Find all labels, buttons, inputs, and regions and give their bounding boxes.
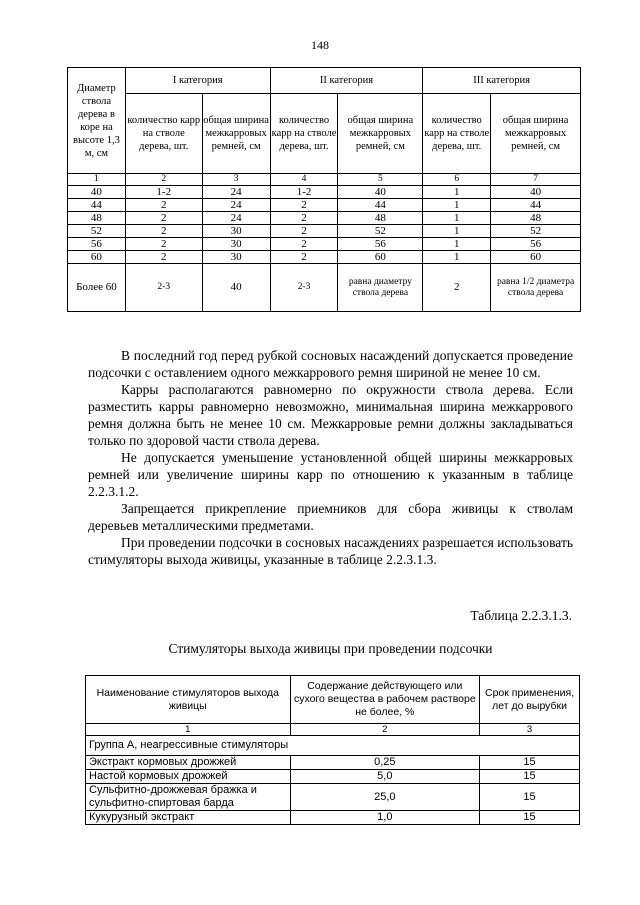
table-row (68, 186, 581, 199)
column-number: 5 (338, 174, 423, 186)
column-number: 2 (290, 724, 480, 736)
table-cell: 25,0 (290, 784, 480, 811)
category-3-header: III категория (423, 68, 581, 94)
table-row (86, 811, 580, 825)
table-header: Наименование стимуляторов выхода живицы (86, 676, 291, 724)
column-number: 2 (125, 174, 202, 186)
table-cell: 24 (202, 186, 270, 199)
table-cell: 56 (68, 238, 126, 251)
paragraph: Не допускается уменьшение установленной общей ширины межкарровых ремней или увеличение ширины карр по отношению к указанным в таблице 2.2.3.1.2. (88, 450, 573, 499)
table-cell: 30 (202, 251, 270, 264)
table-cell: 15 (480, 756, 580, 770)
table-cell: 1,0 (290, 811, 480, 825)
table-row (86, 770, 580, 784)
table-cell: 44 (68, 199, 126, 212)
table-cell: 1 (423, 199, 491, 212)
table-cell: 2 (270, 199, 338, 212)
table-label: Таблица 2.2.3.1.3. (470, 608, 572, 623)
table-cell: 2 (125, 212, 202, 225)
table-cell: 60 (68, 251, 126, 264)
sub-header: количество карр на стволе дерева, шт. (423, 94, 491, 174)
table-cell: 48 (491, 212, 581, 225)
page-number: 148 (311, 38, 329, 52)
table-cell: 15 (480, 770, 580, 784)
table-cell: 24 (202, 212, 270, 225)
group-label: Группа А, неагрессивные стимуляторы (86, 736, 580, 756)
column-number-row (68, 174, 581, 186)
paragraph: В последний год перед рубкой сосновых насаждений допускается проведение подсочки с оставлением одного межкаррового ремня шириной не менее 10 см. (88, 348, 573, 380)
table-cell: 30 (202, 225, 270, 238)
table-cell: 52 (338, 225, 423, 238)
resin-tapping-table (67, 67, 581, 312)
table-row (68, 199, 581, 212)
table-cell: 2 (270, 225, 338, 238)
table-cell: 15 (480, 811, 580, 825)
table-header: Содержание действующего или сухого вещества в рабочем растворе не более, % (290, 676, 480, 724)
table-cell: 1 (423, 238, 491, 251)
table-cell: Настой кормовых дрожжей (86, 770, 291, 784)
stimulators-table (85, 675, 580, 825)
table-row (68, 212, 581, 225)
table-cell: 1-2 (270, 186, 338, 199)
table-cell: 48 (338, 212, 423, 225)
table-cell: 1 (423, 225, 491, 238)
table-cell: 2 (270, 212, 338, 225)
sub-header: количество карр на стволе дерева, шт. (270, 94, 338, 174)
table-cell: Более 60 (68, 264, 126, 312)
table-cell: 2 (125, 225, 202, 238)
paragraph: При проведении подсочки в сосновых насаждениях разрешается использовать стимуляторы выхода живицы, указанные в таблице 2.2.3.1.3. (88, 535, 573, 567)
table-cell: 1-2 (125, 186, 202, 199)
table-row (68, 238, 581, 251)
table-cell: равна 1/2 диаметра ствола дерева (491, 264, 581, 312)
table-cell: 2 (125, 199, 202, 212)
sub-header: количество карр на стволе дерева, шт. (125, 94, 202, 174)
table-row (68, 251, 581, 264)
table-cell: 2 (423, 264, 491, 312)
sub-header: общая ширина межкарровых ремней, см (202, 94, 270, 174)
column-number: 4 (270, 174, 338, 186)
category-2-header: II категория (270, 68, 423, 94)
table-cell: Сульфитно-дрожжевая бражка и сульфитно-спиртовая барда (86, 784, 291, 811)
table-cell: 30 (202, 238, 270, 251)
sub-header: общая ширина межкарровых ремней, см (491, 94, 581, 174)
table-cell: 52 (68, 225, 126, 238)
table-cell: 44 (491, 199, 581, 212)
column-number: 7 (491, 174, 581, 186)
diameter-header: Диаметр ствола дерева в коре на высоте 1,3 м, см (68, 68, 126, 174)
body-text (88, 347, 573, 568)
table-cell: 0,25 (290, 756, 480, 770)
table-header: Срок применения, лет до вырубки (480, 676, 580, 724)
column-number: 3 (480, 724, 580, 736)
table-cell: 44 (338, 199, 423, 212)
table-cell: 2-3 (270, 264, 338, 312)
table-cell: равна диаметру ствола дерева (338, 264, 423, 312)
sub-header: общая ширина межкарровых ремней, см (338, 94, 423, 174)
table-cell: 15 (480, 784, 580, 811)
table-row (68, 264, 581, 312)
column-number: 1 (68, 174, 126, 186)
table-cell: 56 (338, 238, 423, 251)
table-cell: 1 (423, 251, 491, 264)
table-cell: 40 (338, 186, 423, 199)
column-number-row (86, 724, 580, 736)
table-cell: 60 (491, 251, 581, 264)
table-row (86, 756, 580, 770)
table-cell: 2 (125, 238, 202, 251)
table-cell: 60 (338, 251, 423, 264)
table-cell: Экстракт кормовых дрожжей (86, 756, 291, 770)
table-cell: Кукурузный экстракт (86, 811, 291, 825)
column-number: 1 (86, 724, 291, 736)
table-cell: 2 (125, 251, 202, 264)
group-row (86, 736, 580, 756)
table-cell: 48 (68, 212, 126, 225)
table-cell: 24 (202, 199, 270, 212)
table-cell: 5,0 (290, 770, 480, 784)
table-cell: 2 (270, 238, 338, 251)
table-row (68, 225, 581, 238)
column-number: 3 (202, 174, 270, 186)
table-cell: 40 (491, 186, 581, 199)
paragraph: Карры располагаются равномерно по окружности ствола дерева. Если разместить карры равномерно невозможно, минимальная ширина межкаррового ремня должна быть не менее 10 см. Межкарровые ремни должны закладываться только по здоровой части ствола дерева. (88, 382, 573, 448)
table-cell: 40 (68, 186, 126, 199)
table-cell: 1 (423, 212, 491, 225)
paragraph: Запрещается прикрепление приемников для сбора живицы к стволам деревьев металлическими предметами. (88, 501, 573, 533)
category-1-header: I категория (125, 68, 270, 94)
table-cell: 2 (270, 251, 338, 264)
table-title: Стимуляторы выхода живицы при проведении подсочки (168, 641, 493, 656)
table-cell: 40 (202, 264, 270, 312)
table-cell: 52 (491, 225, 581, 238)
table-cell: 1 (423, 186, 491, 199)
table-cell: 2-3 (125, 264, 202, 312)
table-row (86, 784, 580, 811)
column-number: 6 (423, 174, 491, 186)
table-cell: 56 (491, 238, 581, 251)
